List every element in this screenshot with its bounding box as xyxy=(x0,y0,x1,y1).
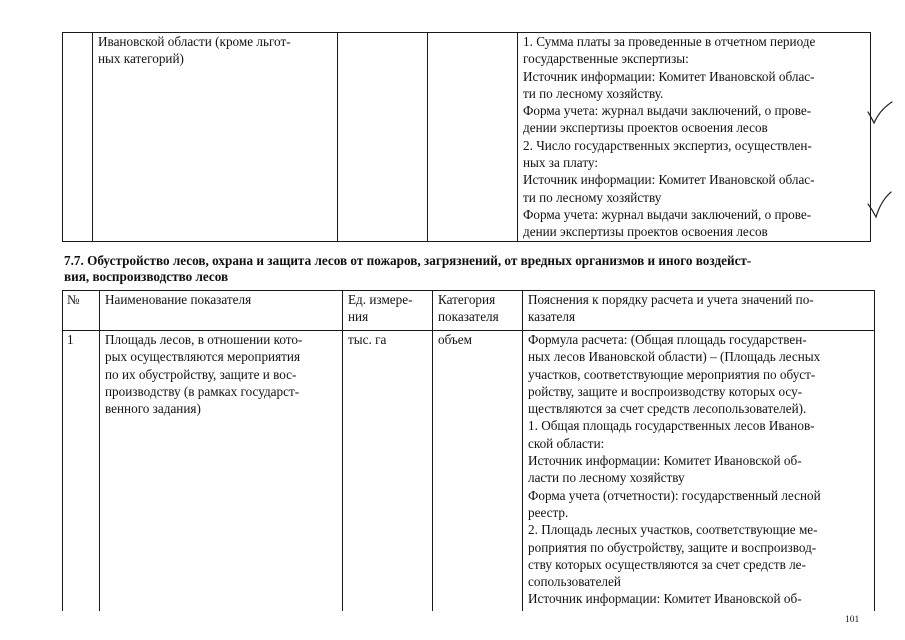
category-cell: объем xyxy=(433,331,523,611)
header-explanation xyxy=(523,291,875,331)
continued-indicator-table xyxy=(62,32,871,242)
explanation-line: Форма учета: журнал выдачи заключений, о прове- xyxy=(523,206,812,222)
explanation-cell xyxy=(523,331,875,611)
indicator-name-line: венного задания) xyxy=(105,401,201,417)
explanation-line: реестр. xyxy=(528,504,569,520)
page-number: 101 xyxy=(845,615,860,625)
explanation-line: Форма учета: журнал выдачи заключений, о прове- xyxy=(523,103,812,119)
section-title-line: вия, воспроизводство лесов xyxy=(64,269,229,284)
explanation-line: ройству, защите и воспроизводству которых осу- xyxy=(528,383,803,399)
explanation-line: роприятия по обустройству, защите и воспроизвод- xyxy=(528,539,817,555)
checkmark-icon xyxy=(866,190,894,220)
header-unit-line: ния xyxy=(348,309,369,325)
explanation-line: ти по лесному хозяйству xyxy=(523,189,662,205)
indicator-name-line: по их обустройству, защите и вос- xyxy=(105,366,297,382)
row-number-cell xyxy=(63,33,93,242)
explanation-line: 2. Число государственных экспертиз, осуществлен- xyxy=(523,137,812,153)
section-title xyxy=(64,253,864,285)
indicator-name-line: ных категорий) xyxy=(98,51,184,67)
explanation-line: Источник информации: Комитет Ивановской об- xyxy=(528,453,802,469)
header-explanation-line: казателя xyxy=(528,309,576,325)
explanation-cell xyxy=(518,33,871,242)
indicator-name-line: производству (в рамках государст- xyxy=(105,383,300,399)
checkmark-icon xyxy=(866,100,894,126)
table-header-row xyxy=(63,291,875,331)
explanation-line: ству которых осуществляются за счет средств ле- xyxy=(528,556,806,572)
explanation-line: дении экспертизы проектов освоения лесов xyxy=(523,224,768,240)
indicator-table xyxy=(62,290,875,611)
unit-cell: тыс. га xyxy=(343,331,433,611)
section-title-line: 7.7. Обустройство лесов, охрана и защита лесов от пожаров, загрязнений, от вредных организмов и иного воздейст- xyxy=(64,253,752,268)
explanation-line: 1. Общая площадь государственных лесов Иванов- xyxy=(528,418,815,434)
explanation-line: дении экспертизы проектов освоения лесов xyxy=(523,120,768,136)
header-category-line: Категория xyxy=(438,292,496,307)
explanation-line: ществляются за счет средств лесопользователей). xyxy=(528,401,807,417)
explanation-line: ных лесов Ивановской области) – (Площадь лесных xyxy=(528,349,821,365)
row-number-cell: 1 xyxy=(63,331,100,611)
unit-cell xyxy=(338,33,428,242)
explanation-line: Источник информации: Комитет Ивановской об- xyxy=(528,591,802,607)
header-indicator-name: Наименование показателя xyxy=(100,291,343,331)
indicator-name-cell xyxy=(93,33,338,242)
category-cell xyxy=(428,33,518,242)
indicator-name-line: рых осуществляются мероприятия xyxy=(105,349,301,365)
explanation-line: сопользователей xyxy=(528,574,621,590)
header-unit-line: Ед. измере- xyxy=(348,292,413,307)
header-unit xyxy=(343,291,433,331)
explanation-line: Форма учета (отчетности): государственный лесной xyxy=(528,487,821,503)
indicator-name-line: Ивановской области (кроме льгот- xyxy=(98,34,291,49)
indicator-name-line: Площадь лесов, в отношении кото- xyxy=(105,332,303,347)
explanation-line: участков, соответствующие мероприятия по обуст- xyxy=(528,366,816,382)
explanation-line: Источник информации: Комитет Ивановской облас- xyxy=(523,68,815,84)
explanation-line: Источник информации: Комитет Ивановской облас- xyxy=(523,172,815,188)
table-row xyxy=(63,33,871,242)
header-category xyxy=(433,291,523,331)
table-row xyxy=(63,331,875,611)
explanation-line: ласти по лесному хозяйству xyxy=(528,470,685,486)
header-category-line: показателя xyxy=(438,309,499,325)
explanation-line: ных за плату: xyxy=(523,155,598,171)
header-number: № xyxy=(63,291,100,331)
explanation-line: 1. Сумма платы за проведенные в отчетном периоде xyxy=(523,34,816,49)
indicator-name-cell xyxy=(100,331,343,611)
explanation-line: Формула расчета: (Общая площадь государствен- xyxy=(528,332,807,347)
explanation-line: государственные экспертизы: xyxy=(523,51,689,67)
explanation-line: ти по лесному хозяйству. xyxy=(523,85,664,101)
explanation-line: 2. Площадь лесных участков, соответствующие ме- xyxy=(528,522,818,538)
explanation-line: ской области: xyxy=(528,435,605,451)
header-explanation-line: Пояснения к порядку расчета и учета значений по- xyxy=(528,292,814,307)
